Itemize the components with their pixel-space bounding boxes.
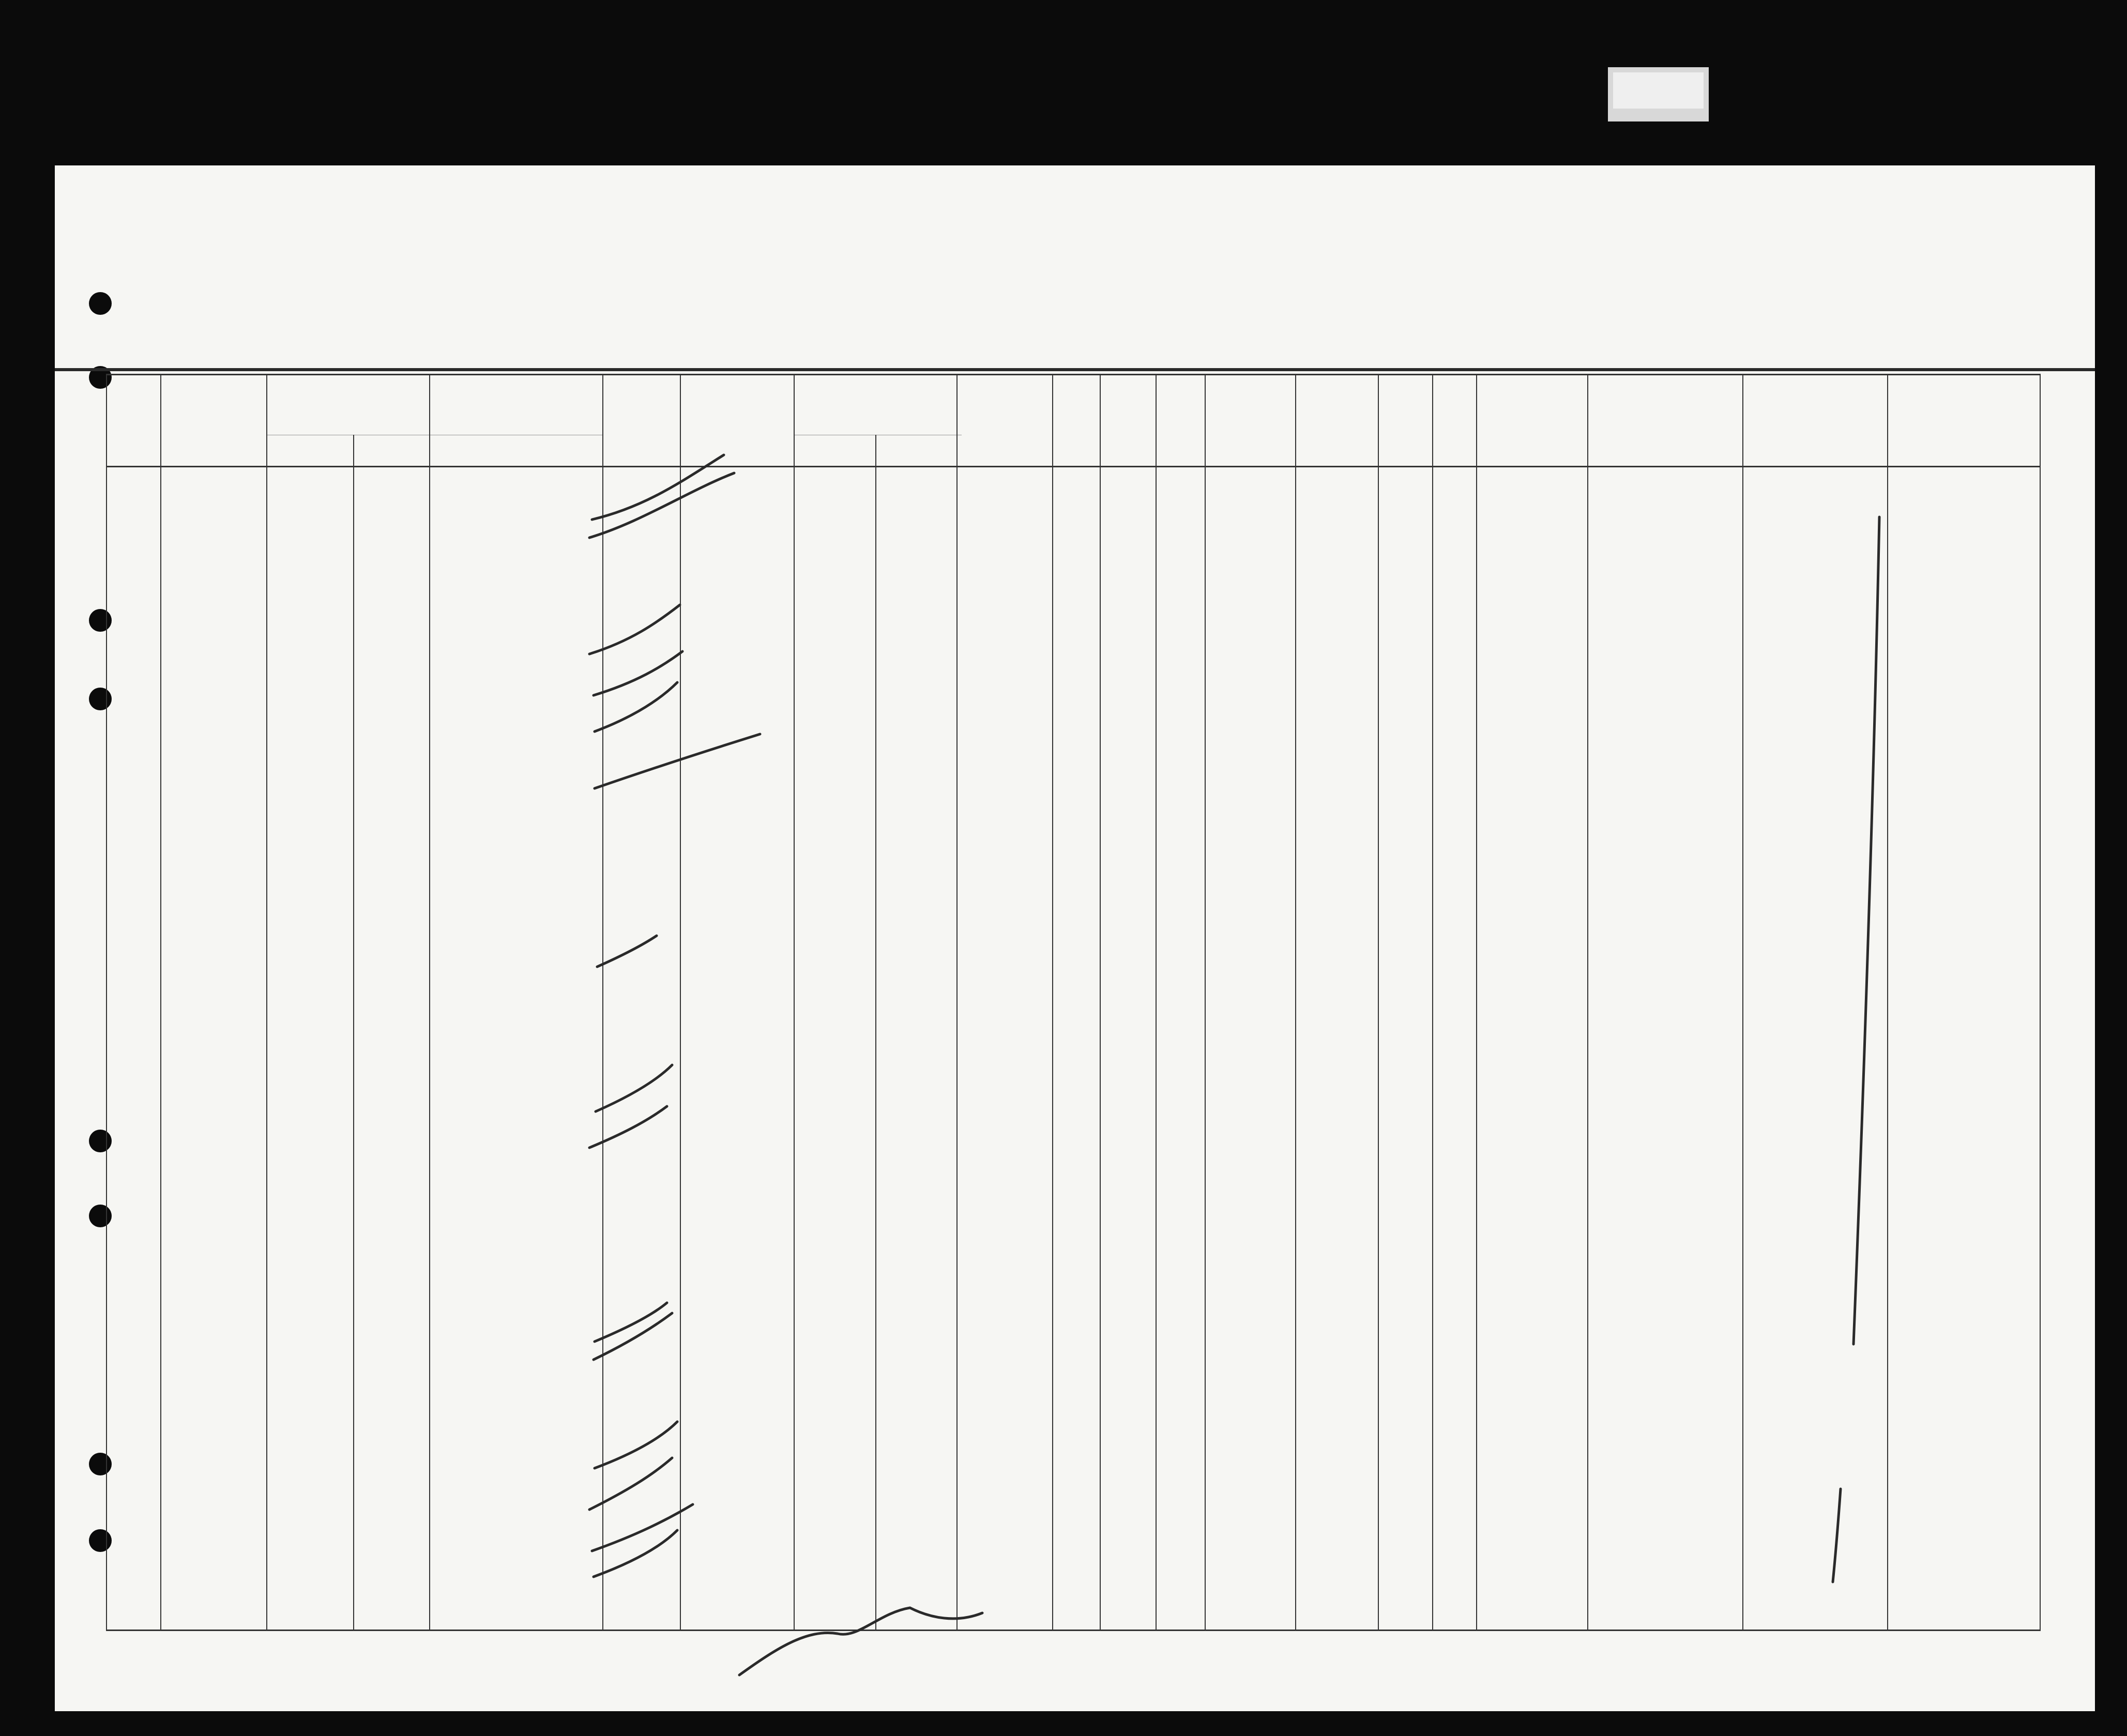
check-mark <box>589 605 680 654</box>
check-mark <box>592 1504 693 1551</box>
check-mark <box>595 734 760 788</box>
inspector-line <box>1833 1489 1841 1582</box>
check-mark <box>597 936 657 967</box>
check-mark <box>595 1422 677 1468</box>
check-mark <box>596 1065 672 1111</box>
check-mark <box>589 473 734 538</box>
inspector-line <box>1853 517 1879 1344</box>
check-mark <box>595 1303 667 1342</box>
check-mark <box>589 1106 667 1148</box>
inspector-signature <box>739 1608 982 1675</box>
check-mark <box>594 1530 677 1577</box>
